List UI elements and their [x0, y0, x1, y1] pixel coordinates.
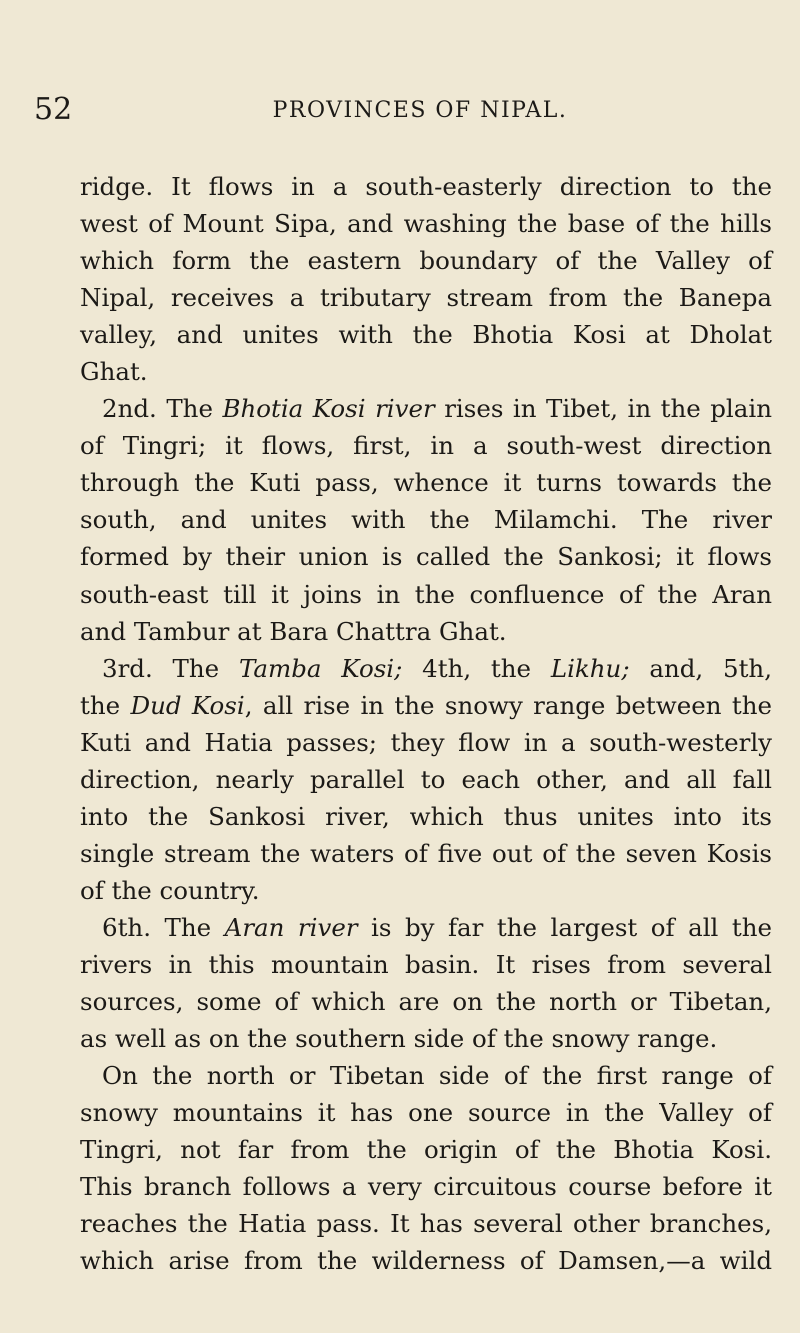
body-text — [80, 168, 772, 1279]
text-line: ridge. It flows in a south-easterly direction to the — [80, 172, 772, 201]
paragraph-start-line: On the north or Tibetan side of the first range of — [102, 1061, 772, 1091]
text-line: direction, nearly parallel to each other, and all fall — [80, 764, 772, 794]
text-line: south-east till it joins in the confluence of the Aran — [80, 579, 772, 609]
text-line: the Dud Kosi, all rise in the snowy range between the — [80, 690, 772, 720]
text-line: as well as on the southern side of the snowy range. — [80, 1024, 718, 1054]
paragraph-start-line: 2nd. The Bhotia Kosi river rises in Tibet, in the plain — [102, 394, 772, 424]
text-line: rivers in this mountain basin. It rises from several — [80, 949, 772, 979]
text-line: through the Kuti pass, whence it turns towards the — [80, 468, 772, 498]
page-number: 52 — [34, 92, 73, 127]
text-line: Tingri, not far from the origin of the Bhotia Kosi. — [80, 1135, 772, 1165]
paragraph-start-line: 3rd. The Tamba Kosi; 4th, the Likhu; and, 5th, — [102, 653, 772, 683]
italic-river-name: Bhotia Kosi river — [222, 394, 435, 424]
text-line: into the Sankosi river, which thus unites into its — [80, 801, 772, 831]
text-line: Nipal, receives a tributary stream from the Banepa — [80, 283, 772, 313]
text-line: south, and unites with the Milamchi. The river — [80, 505, 772, 535]
text-line: This branch follows a very circuitous course before it — [80, 1172, 772, 1202]
text-line: which arise from the wilderness of Damsen,—a wild — [80, 1246, 772, 1276]
text-line: of the country. — [80, 875, 260, 905]
text-line: Ghat. — [80, 357, 148, 387]
text-line: single stream the waters of five out of the seven Kosis — [80, 838, 772, 868]
text-line: snowy mountains it has one source in the Valley of — [80, 1098, 772, 1128]
text-line: of Tingri; it flows, first, in a south-west direction — [80, 431, 772, 461]
paragraph-start-line: 6th. The Aran river is by far the largest of all the — [102, 912, 772, 942]
text-line: reaches the Hatia pass. It has several other branches, — [80, 1209, 772, 1239]
text-line: formed by their union is called the Sankosi; it flows — [80, 542, 772, 572]
italic-river-name: Tamba Kosi; — [238, 653, 403, 683]
text-line: and Tambur at Bara Chattra Ghat. — [80, 616, 507, 646]
text-line: west of Mount Sipa, and washing the base of the hills — [80, 209, 772, 239]
text-line: sources, some of which are on the north or Tibetan, — [80, 987, 772, 1017]
running-title: PROVINCES OF NIPAL. — [272, 98, 568, 123]
italic-river-name: Likhu; — [550, 653, 630, 683]
text-line: valley, and unites with the Bhotia Kosi at Dholat — [80, 320, 772, 350]
text-line: Kuti and Hatia passes; they flow in a south-westerly — [80, 727, 772, 757]
italic-river-name: Aran river — [224, 912, 358, 942]
italic-river-name: Dud Kosi — [130, 690, 245, 720]
text-line: which form the eastern boundary of the Valley of — [80, 246, 772, 276]
